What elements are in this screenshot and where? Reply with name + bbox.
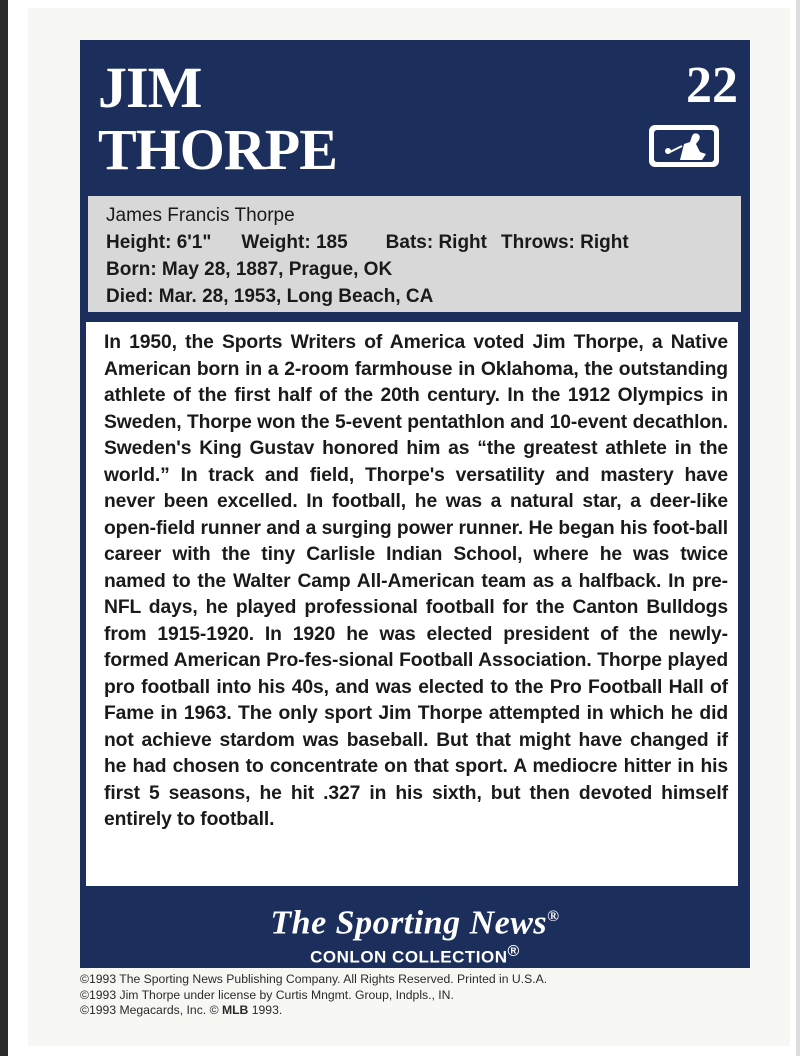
player-last-name: THORPE: [98, 117, 337, 182]
mlb-logo-icon: [648, 124, 720, 168]
card-edge-shadow: [0, 0, 8, 1056]
player-full-name: James Francis Thorpe: [106, 205, 295, 226]
brand-title-text: The Sporting News: [270, 904, 548, 942]
player-first-name: JIM: [98, 55, 202, 120]
brand-subtitle: [80, 942, 750, 968]
player-died: Died: Mar. 28, 1953, Long Beach, CA: [106, 286, 434, 307]
publisher-brand: [80, 898, 750, 968]
player-height: Height: 6'1": [106, 232, 212, 253]
legal-line-3-prefix: ©1993 Megacards, Inc. ©: [80, 1003, 222, 1017]
player-physical-stats: [106, 229, 725, 256]
legal-mlb: MLB: [221, 1003, 249, 1017]
player-name: [98, 55, 337, 182]
brand-registered-mark: ®: [547, 908, 560, 925]
player-stats-panel: [88, 196, 741, 312]
card-edge-light: [796, 0, 800, 1056]
player-biography: In 1950, the Sports Writers of America voted Jim Thorpe, a Native American born in a 2-room farmhouse in Oklahoma, the outstanding athlete of the first half of the 20th century. In the 1912 Olympics in Sweden, Thorpe won the 5-event pentathlon and 10-event decathlon. Sweden's King Gustav honored him as “the greatest athlete in the world.” In track and field, Thorpe's versatility and mastery have never been excelled. In football, he was a natural star, a deer-like open-field runner and a surging power runner. He began his foot-ball career with the tiny Carlisle Indian School, where he was twice named to the Walter Camp All-American team as a halfback. In pre-NFL days, he played professional football for the Canton Bulldogs from 1915-1920. In 1920 he was elected president of the newly-formed American Pro-fes-sional Football Association. Thorpe played pro football into his 40s, and was elected to the Pro Football Hall of Fame in 1963. The only sport Jim Thorpe attempted in which he did not achieve stardom was baseball. But that might have changed if he had chosen to concentrate on that sport. A mediocre hitter in his first 5 seasons, he hit .327 in his sixth, but then devoted himself entirely to football.: [86, 322, 738, 886]
legal-line-3: [80, 1003, 547, 1019]
player-born: Born: May 28, 1887, Prague, OK: [106, 259, 393, 280]
brand-subtitle-registered-mark: ®: [507, 943, 520, 961]
card-number: 22: [686, 57, 738, 114]
legal-line-1: ©1993 The Sporting News Publishing Company. All Rights Reserved. Printed in U.S.A.: [80, 972, 548, 986]
player-throws: Throws: Right: [500, 232, 629, 253]
brand-title: [80, 898, 750, 942]
brand-subtitle-text: CONLON COLLECTION: [310, 947, 508, 967]
legal-notice: [80, 972, 547, 1019]
player-weight: Weight: 185: [241, 232, 348, 253]
player-bats: Bats: Right: [385, 232, 487, 253]
legal-line-3-suffix: 1993.: [248, 1003, 283, 1017]
legal-line-2: ©1993 Jim Thorpe under license by Curtis Mngmt. Group, Indpls., IN.: [80, 987, 454, 1002]
